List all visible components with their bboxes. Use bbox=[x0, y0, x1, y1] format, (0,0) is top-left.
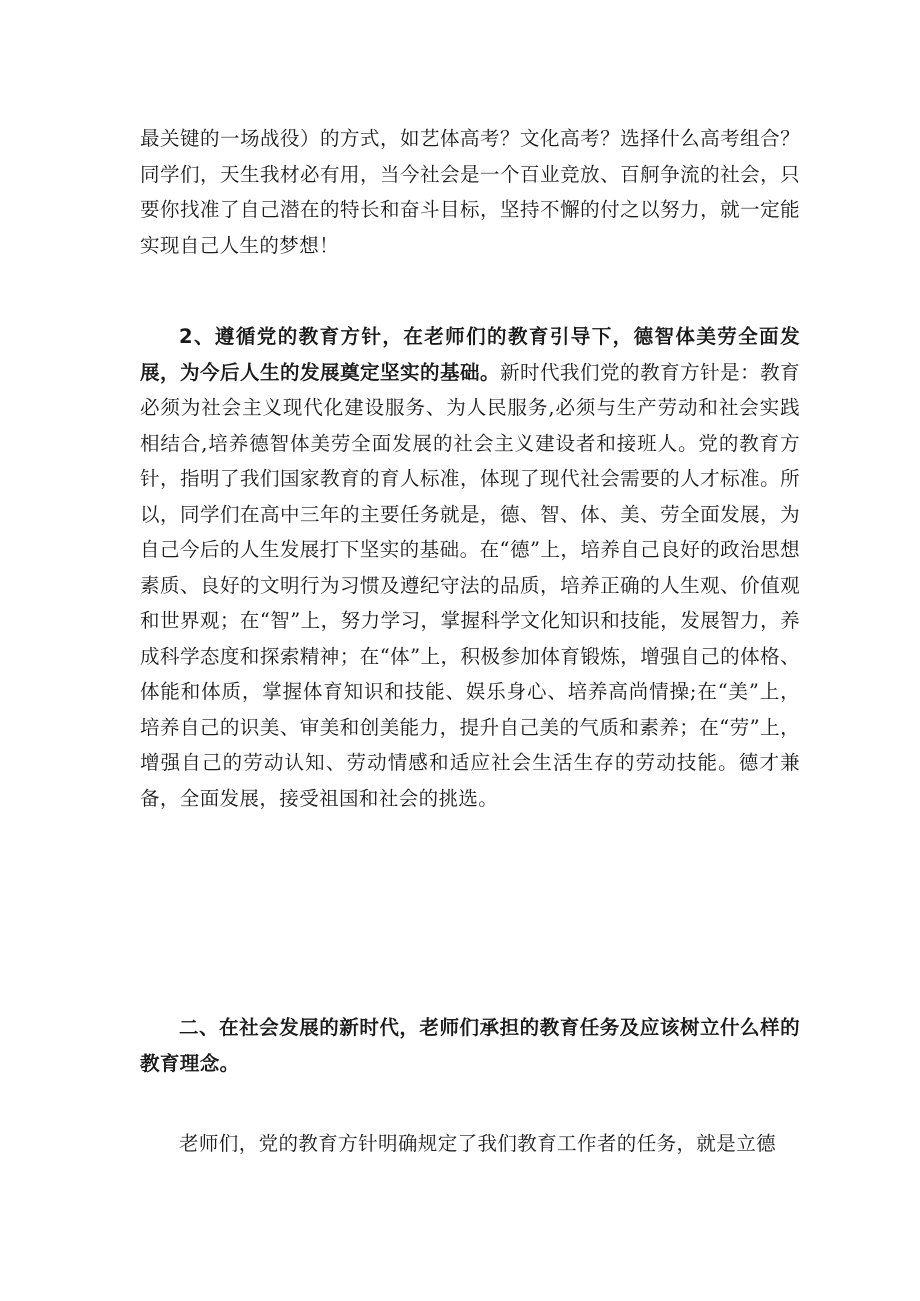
paragraph-2-heading: 2、遵循党的教育方针，在老师们的教育引导下，德智体美劳全面发展，为今后人生的发展奠定坚实的基础。 bbox=[140, 325, 800, 384]
section-heading bbox=[140, 1010, 800, 1081]
paragraph-4 bbox=[140, 1126, 800, 1162]
paragraph-4-text: 老师们，党的教育方针明确规定了我们教育工作者的任务，就是立德 bbox=[179, 1132, 777, 1155]
paragraph-1 bbox=[140, 121, 800, 263]
paragraph-2-text: 新时代我们党的教育方针是：教育必须为社会主义现代化建设服务、为人民服务,必须与生产劳动和社会实践相结合,培养德智体美劳全面发展的社会主义建设者和接班人。党的教育方针，指明了我们国家教育的育人标准，体现了现代社会需要的人才标准。所以，同学们在高中三年的主要任务就是，德、智、体、美、劳全面发展，为自己今后的人生发展打下坚实的基础。在“德”上，培养自己良好的政治思想素质、良好的文明行为习惯及遵纪守法的品质，培养正确的人生观、价值观和世界观；在“智”上，努力学习，掌握科学文化知识和技能，发展智力，养成科学态度和探索精神；在“体”上，积极参加体育锻炼，增强自己的体格、体能和体质，掌握体育知识和技能、娱乐身心、培养高尚情操;在“美”上，培养自己的识美、审美和创美能力，提升自己美的气质和素养；在“劳”上，增强自己的劳动认知、劳动情感和适应社会生活生存的劳动技能。德才兼备，全面发展，接受祖国和社会的挑选。 bbox=[140, 360, 800, 810]
paragraph-1-text: 最关键的一场战役）的方式，如艺体高考？文化高考？选择什么高考组合？同学们，天生我材必有用，当今社会是一个百业竞放、百舸争流的社会，只要你找准了自己潜在的特长和奋斗目标，坚持不懈的付之以努力，就一定能实现自己人生的梦想！ bbox=[140, 127, 800, 257]
section-heading-text: 二、在社会发展的新时代，老师们承担的教育任务及应该树立什么样的教育理念。 bbox=[140, 1016, 800, 1075]
paragraph-2 bbox=[140, 319, 800, 816]
